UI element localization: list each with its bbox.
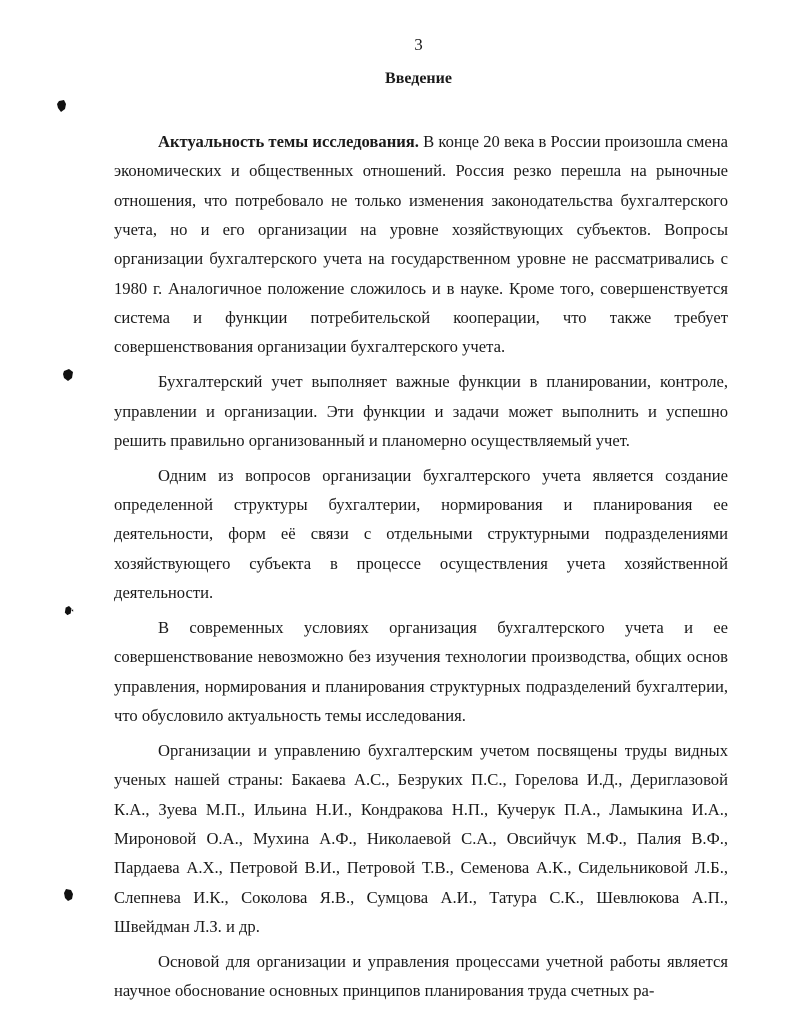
margin-mark-4 xyxy=(64,889,74,901)
page-number: 3 xyxy=(414,35,423,54)
paragraph-3: Одним из вопросов организации бухгалтерского учета является создание определенной структуры бухгалтерии, нормирования и планирования ее деятельности, форм её связи с отдельными структурными подразделениями хозяйствующего субъекта в процессе осуществления учета хозяйственной деятельности. xyxy=(114,465,728,603)
paragraph-4: В современных условиях организация бухгалтерского учета и ее совершенствование невозможно без изучения технологии производства, общих основ управления, нормирования и планирования структурных подразделений бухгалтерии, что обусловило актуальность темы исследования. xyxy=(114,618,728,726)
paragraph-lead: Актуальность темы исследования. xyxy=(158,132,419,151)
paragraph-1 xyxy=(114,127,728,362)
paragraph-text: В конце 20 века в России произошла смена экономических и общественных отношений. Россия резко перешла на рыночные отношения, что потребовало не только изменения законодательства бухгалтерского учета, но и его организации на уровне хозяйствующих субъектов. Вопросы организации бухгалтерского учета на государственном уровне не рассматривались с 1980 г. Аналогичное положение сложилось и в науке. Кроме того, совершенствуется система и функции потребительской кооперации, что также требует совершенствования организации бухгалтерского учета. xyxy=(114,132,728,357)
paragraph-6: Основой для организации и управления процессами учетной работы является научное обоснование основных принципов планирования труда счетных ра- xyxy=(114,951,728,1001)
page-title: Введение xyxy=(385,70,452,87)
margin-mark-3 xyxy=(64,605,74,617)
margin-mark-2 xyxy=(63,369,73,381)
body-text xyxy=(114,127,728,1005)
margin-mark-1 xyxy=(57,100,67,112)
paragraph-5: Организации и управлению бухгалтерским учетом посвящены труды видных ученых нашей страны: Бакаева А.С., Безруких П.С., Горелова И.Д., Дериглазовой К.А., Зуева М.П., Ильина Н.И., Кондракова Н.П., Кучерук П.А., Ламыкина И.А., Мироновой О.А., Мухина А.Ф., Николаевой С.А., Овсийчук М.Ф., Палия В.Ф., Пардаева А.Х., Петровой В.И., Петровой Т.В., Семенова А.К., Сидельниковой Л.Б., Слепнева И.К., Соколова Я.В., Сумцова А.И., Татура С.К., Шевлюкова А.П., Швейдман Л.З. и др. xyxy=(114,740,728,936)
paragraph-2: Бухгалтерский учет выполняет важные функции в планировании, контроле, управлении и организации. Эти функции и задачи может выполнить и успешно решить правильно организованный и планомерно осуществляемый учет. xyxy=(114,372,728,450)
